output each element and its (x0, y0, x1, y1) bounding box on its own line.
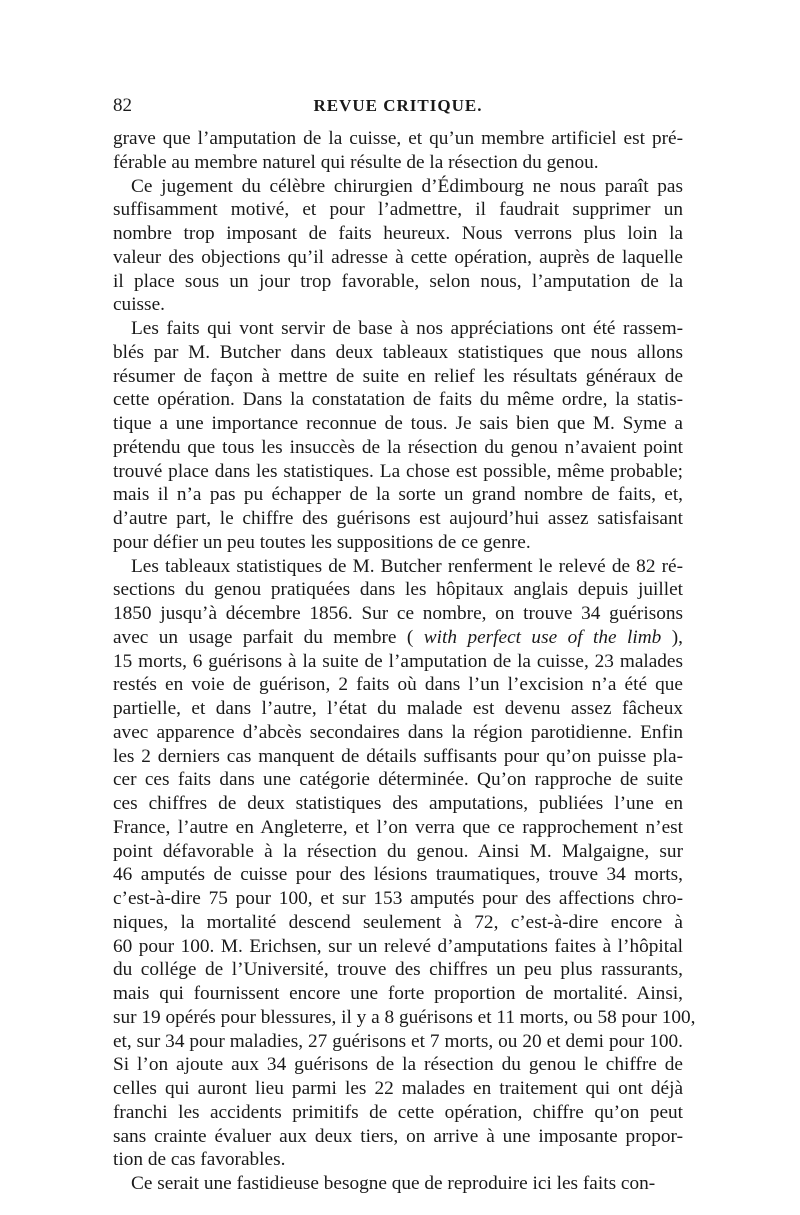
text-line: ces chiffres de deux statistiques des amputations, publiées l’une en (113, 793, 683, 814)
text-line: grave que l’amputation de la cuisse, et qu’un membre artificiel est pré- (113, 128, 683, 149)
text-line: Ce serait une fastidieuse besogne que de reproduire ici les faits con- (131, 1173, 656, 1194)
text-line: Ce jugement du célèbre chirurgien d’Édimbourg ne nous paraît pas (131, 175, 683, 197)
text-line: il place sous un jour trop favorable, selon nous, l’amputation de la (113, 270, 683, 292)
text-line: sans crainte évaluer aux deux tiers, on arrive à une imposante propor- (113, 1125, 683, 1147)
text-line: 60 pour 100. M. Erichsen, sur un relevé d’amputations faites à l’hôpital (113, 935, 683, 957)
text-line: celles qui auront lieu parmi les 22 malades en traitement qui ont déjà (113, 1078, 683, 1099)
text-line: nombre trop imposant de faits heureux. Nous verrons plus loin la (113, 223, 683, 244)
text-line: les 2 derniers cas manquent de détails suffisants pour qu’on puisse pla- (113, 745, 683, 767)
text-line: férable au membre naturel qui résulte de la résection du genou. (113, 151, 599, 173)
text-line: point défavorable à la résection du genou. Ainsi M. Malgaigne, sur (113, 840, 683, 862)
text-line: 46 amputés de cuisse pour des lésions traumatiques, trouve 34 morts, (113, 864, 683, 886)
text-line: franchi les accidents primitifs de cette opération, chiffre qu’on peut (113, 1101, 683, 1123)
text-line: Si l’on ajoute aux 34 guérisons de la résection du genou le chiffre de (113, 1054, 683, 1076)
text-line: trouvé place dans les statistiques. La chose est possible, même probable; (113, 460, 683, 482)
text-line: avec apparence d’abcès secondaires dans la région parotidienne. Enfin (113, 721, 683, 743)
text-line: prétendu que tous les insuccès de la résection du genou n’avaient point (113, 436, 683, 458)
english-quote: with perfect use of the limb (423, 626, 662, 648)
text-line: sections du genou pratiquées dans les hôpitaux anglais depuis juillet (113, 579, 683, 601)
text-line: pour défier un peu toutes les suppositions de ce genre. (113, 531, 531, 553)
text-line: tique a une importance reconnue de tous. Je sais bien que M. Syme a (113, 413, 683, 434)
text-line: blés par M. Butcher dans deux tableaux statistiques que nous allons (113, 341, 683, 363)
page-number: 82 (113, 95, 132, 116)
text-line: avec un usage parfait du membre ( with perfect use of the limb ), (113, 626, 683, 648)
running-title: REVUE CRITIQUE. (313, 96, 483, 115)
page-header (113, 92, 683, 120)
text-line: résumer de façon à mettre de suite en relief les résultats généraux de (113, 365, 683, 387)
text-line: cette opération. Dans la constatation de faits du même ordre, la statis- (113, 389, 683, 411)
body-text (113, 127, 696, 1196)
text-line: partielle, et dans l’autre, l’état du malade est devenu assez fâcheux (113, 698, 683, 719)
text-line: Les faits qui vont servir de base à nos appréciations ont été rassem- (131, 318, 683, 339)
text-line: restés en voie de guérison, 2 faits où dans l’un l’excision n’a été que (113, 674, 683, 696)
text-line: Les tableaux statistiques de M. Butcher renferment le relevé de 82 ré- (131, 555, 683, 577)
text-line: valeur des objections qu’il adresse à cette opération, auprès de laquelle (113, 246, 683, 268)
text-line: 1850 jusqu’à décembre 1856. Sur ce nombre, on trouve 34 guérisons (113, 603, 683, 624)
text-line: suffisamment motivé, et pour l’admettre, il faudrait supprimer un (113, 199, 683, 221)
text-line: France, l’autre en Angleterre, et l’on verra que ce rapprochement n’est (113, 816, 683, 838)
text-line: mais qui fournissent encore une forte proportion de mortalité. Ainsi, (113, 983, 683, 1004)
text-line: cuisse. (113, 294, 165, 316)
text-line: tion de cas favorables. (113, 1149, 286, 1171)
text-line: du collége de l’Université, trouve des chiffres un peu plus rassurants, (113, 959, 683, 981)
text-line: niques, la mortalité descend seulement à 72, c’est-à-dire encore à (113, 911, 683, 933)
text-line: sur 19 opérés pour blessures, il y a 8 guérisons et 11 morts, ou 58 pour 100, (113, 1006, 696, 1028)
text-line: d’autre part, le chiffre des guérisons est aujourd’hui assez satisfaisant (113, 508, 683, 529)
text-line: et, sur 34 pour maladies, 27 guérisons et 7 morts, ou 20 et demi pour 100. (113, 1030, 683, 1052)
text-line: 15 morts, 6 guérisons à la suite de l’amputation de la cuisse, 23 malades (113, 650, 683, 672)
text-line: cer ces faits dans une catégorie déterminée. Qu’on rapproche de suite (113, 769, 683, 791)
text-line: c’est-à-dire 75 pour 100, et sur 153 amputés pour des affections chro- (113, 888, 683, 909)
text-line: mais il n’a pas pu échapper de la sorte un grand nombre de faits, et, (113, 484, 683, 506)
